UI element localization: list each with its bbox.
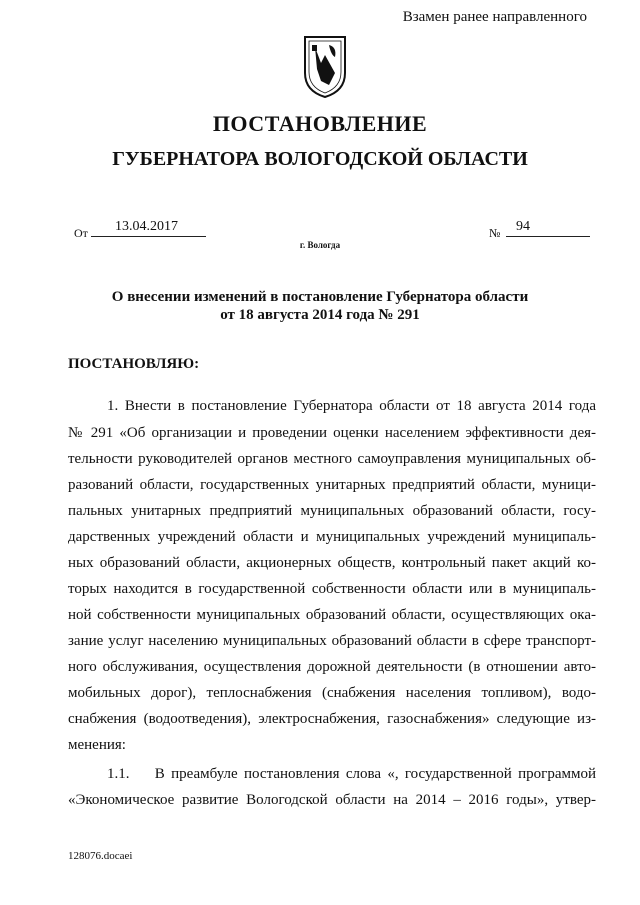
document-title: ПОСТАНОВЛЕНИЕ (212, 111, 428, 136)
coat-of-arms-icon (301, 33, 349, 99)
body-line: снабжения (водоотведения), электроснабжения, газоснабжения» следующие из- (68, 711, 596, 727)
body-line: мобильных дорог), теплоснабжения (снабжения населения топливом), водо- (68, 685, 596, 701)
subject-line-1: О внесении изменений в постановление Губернатора области (111, 289, 529, 305)
body-line: тельности руководителей органов местного самоуправления муниципальных об- (68, 451, 596, 467)
body-line: менения: (68, 737, 126, 753)
body-line: пальных унитарных предприятий муниципальных образований области, госу- (68, 503, 596, 519)
body-line: 1.1. В преамбуле постановления слова «, государственной программой (107, 766, 596, 782)
city-label: г. Вологда (299, 240, 341, 250)
subject-heading (0, 288, 640, 324)
number-value: 94 (506, 218, 590, 237)
body-line: ной собственности муниципальных образований области, осуществляющих ока- (68, 607, 596, 623)
body-line: № 291 «Об организации и проведении оценки населением эффективности дея- (68, 425, 596, 441)
body-line: дарственных учреждений области и муниципальных учреждений муниципаль- (68, 529, 596, 545)
body-line: 1. Внести в постановление Губернатора области от 18 августа 2014 года (107, 398, 596, 414)
body-line: ного обслуживания, осуществления дорожной деятельности (в отношении авто- (68, 659, 596, 675)
date-value: 13.04.2017 (91, 218, 206, 237)
footer-doc-id: 128076.docaei (68, 850, 133, 862)
document-subtitle: ГУБЕРНАТОРА ВОЛОГОДСКОЙ ОБЛАСТИ (112, 148, 528, 170)
number-label: № (489, 226, 501, 240)
body-line: «Экономическое развитие Вологодской области на 2014 – 2016 годы», утвер- (68, 792, 596, 808)
body-line: зание услуг населению муниципальных образований области в сфере транспорт- (68, 633, 596, 649)
date-label: От (74, 226, 88, 240)
decree-word: ПОСТАНОВЛЯЮ: (68, 356, 200, 372)
subject-line-2: от 18 августа 2014 года № 291 (220, 307, 420, 323)
replacement-note: Взамен ранее направленного (402, 9, 587, 25)
body-line: ных образований области, акционерных обществ, контрольный пакет акций ко- (68, 555, 596, 571)
body-line: разований области, государственных унитарных предприятий области, муници- (68, 477, 596, 493)
body-line: торых находится в государственной собственности области или в муниципаль- (68, 581, 596, 597)
